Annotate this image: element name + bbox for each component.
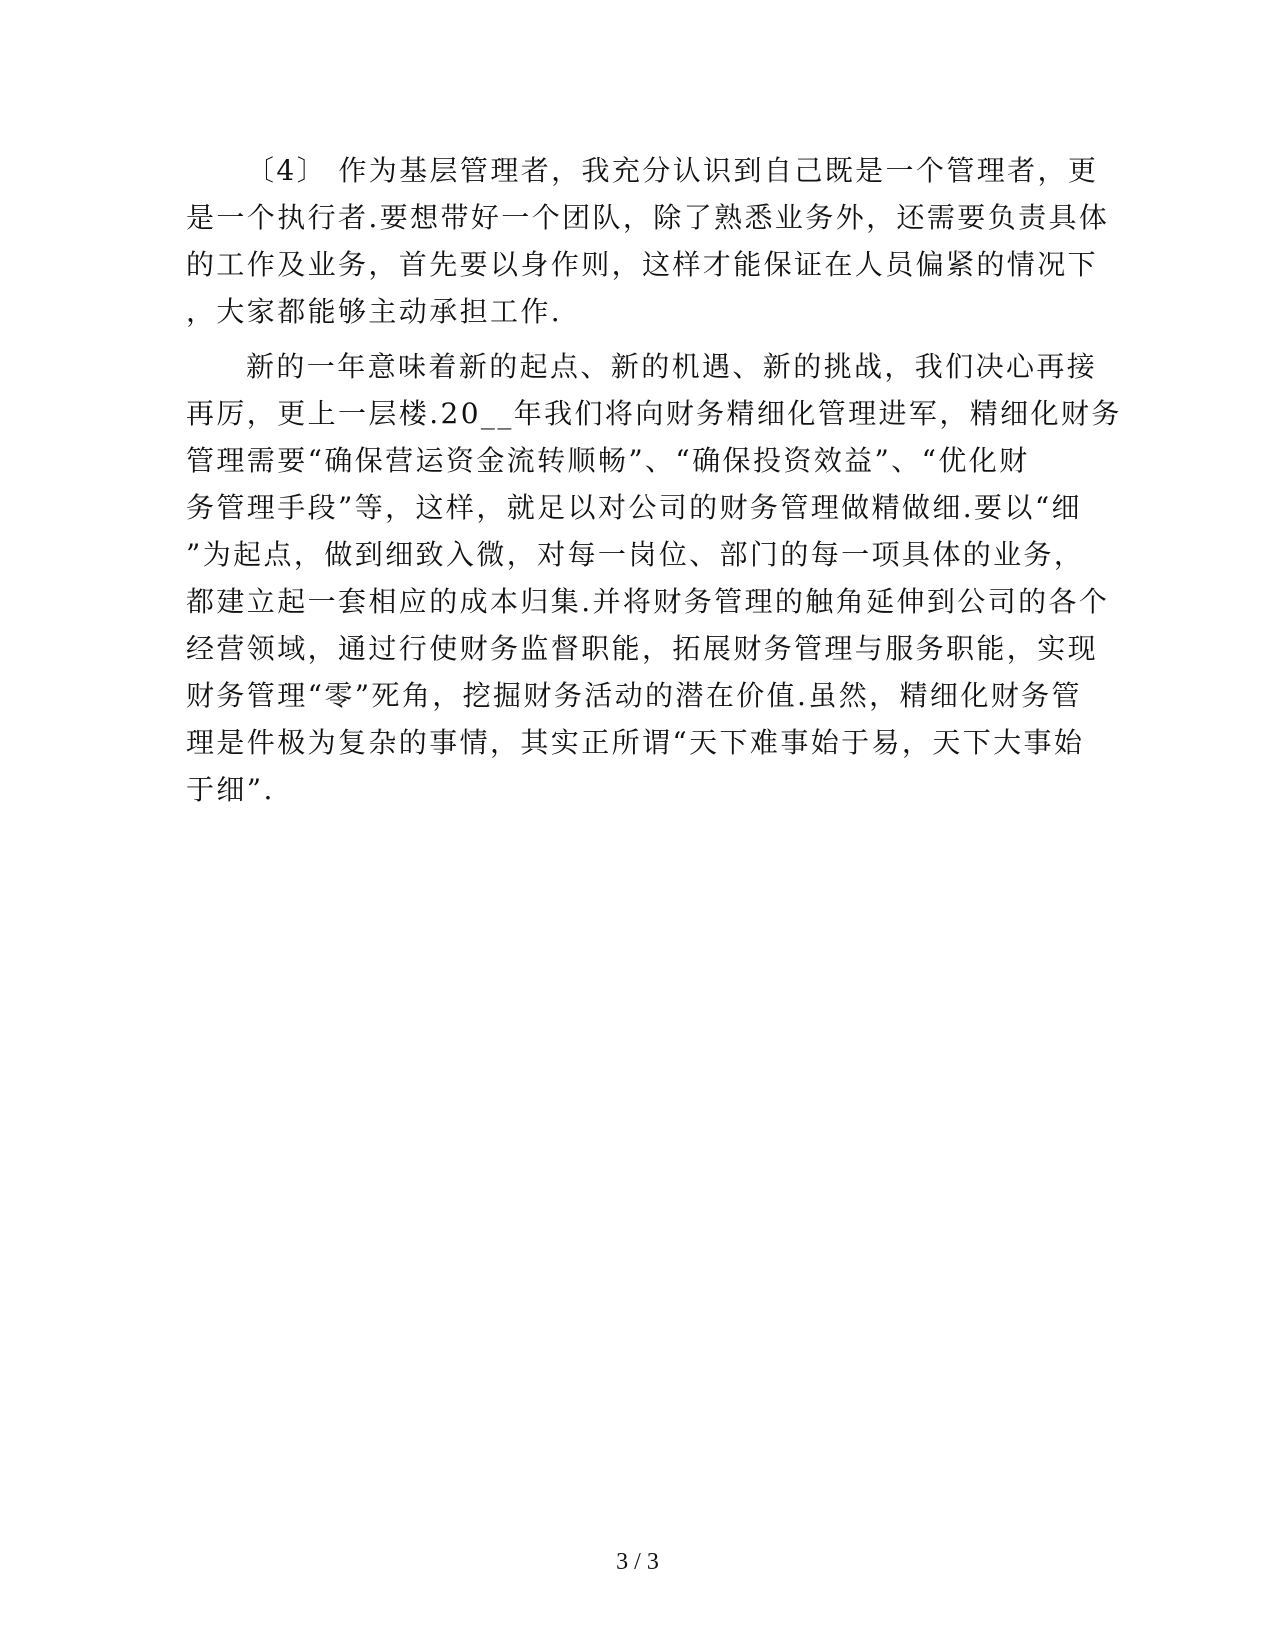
paragraph-line: 财务管理“零”死角，挖掘财务活动的潜在价值.虽然，精细化财务管	[186, 679, 1082, 712]
paragraph-2	[186, 343, 1122, 813]
paragraph-line: 都建立起一套相应的成本归集.并将财务管理的触角延伸到公司的各个	[186, 585, 1110, 618]
paragraph-line: 是一个执行者.要想带好一个团队，除了熟悉业务外，还需要负责具体	[186, 201, 1110, 234]
paragraph-1	[186, 147, 1110, 335]
paragraph-line: 〔4〕 作为基层管理者，我充分认识到自己既是一个管理者，更	[246, 154, 1099, 187]
paragraph-spacer	[186, 335, 1066, 343]
document-body	[186, 147, 1122, 813]
paragraph-line: 于细”.	[186, 773, 275, 806]
page-number: 3 / 3	[616, 1549, 659, 1575]
paragraph-line: 经营领域，通过行使财务监督职能，拓展财务管理与服务职能，实现	[186, 632, 1099, 665]
paragraph-line: ”为起点，做到细致入微，对每一岗位、部门的每一项具体的业务，	[186, 538, 1085, 571]
paragraph-line: 理是件极为复杂的事情，其实正所谓“天下难事始于易，天下大事始	[186, 726, 1085, 759]
paragraph-line: 务管理手段”等，这样，就足以对公司的财务管理做精做细.要以“细	[186, 491, 1082, 524]
paragraph-line: 新的一年意味着新的起点、新的机遇、新的挑战，我们决心再接	[246, 350, 1098, 383]
paragraph-line: 再厉，更上一层楼.20__年我们将向财务精细化管理进军，精细化财务	[186, 397, 1122, 430]
paragraph-line: 的工作及业务，首先要以身作则，这样才能保证在人员偏紧的情况下	[186, 248, 1099, 281]
paragraph-line: ，大家都能够主动承担工作.	[186, 295, 563, 328]
paragraph-line: 管理需要“确保营运资金流转顺畅”、“确保投资效益”、“优化财	[186, 444, 1030, 477]
